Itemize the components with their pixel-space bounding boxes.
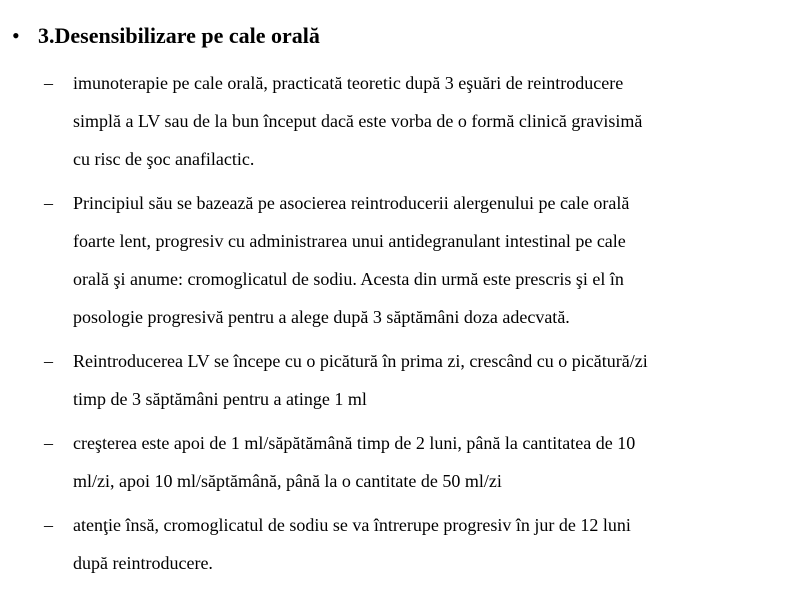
- section-title: 3.Desensibilizare pe cale orală: [38, 23, 320, 48]
- list-item-line: Principiul său se bazează pe asocierea reintroducerii alergenului pe cale orală: [73, 193, 630, 213]
- list-item-line: orală şi anume: cromoglicatul de sodiu. Acesta din urmă este prescris şi el în: [73, 269, 624, 289]
- list-item: [0, 64, 773, 178]
- list-item-line: posologie progresivă pentru a alege după 3 săptămâni doza adecvată.: [73, 307, 570, 327]
- list-item-line: creşterea este apoi de 1 ml/săpătămână timp de 2 luni, până la cantitatea de 10: [73, 433, 636, 453]
- dash-icon: –: [44, 73, 53, 93]
- dash-icon: –: [44, 515, 53, 535]
- bullet-list: [0, 64, 800, 588]
- list-item-line: timp de 3 săptămâni pentru a atinge 1 ml: [73, 389, 367, 409]
- list-item-line: Reintroducerea LV se începe cu o picătură în prima zi, crescând cu o picătură/zi: [73, 351, 648, 371]
- list-item-line: foarte lent, progresiv cu administrarea unui antidegranulant intestinal pe cale: [73, 231, 626, 251]
- dash-icon: –: [44, 433, 53, 453]
- bullet-icon: •: [12, 23, 20, 48]
- list-item-line: după reintroducere.: [73, 553, 213, 573]
- list-item-line: cu risc de şoc anafilactic.: [73, 149, 255, 169]
- dash-icon: –: [44, 193, 53, 213]
- list-item: [0, 184, 773, 336]
- dash-icon: –: [44, 351, 53, 371]
- list-item-line: simplă a LV sau de la bun început dacă este vorba de o formă clinică gravisimă: [73, 111, 643, 131]
- list-item-line: ml/zi, apoi 10 ml/săptămână, până la o cantitate de 50 ml/zi: [73, 471, 502, 491]
- section-heading: [12, 20, 780, 52]
- list-item: [0, 342, 773, 418]
- list-item: [0, 424, 773, 500]
- list-item-line: atenţie însă, cromoglicatul de sodiu se va întrerupe progresiv în jur de 12 luni: [73, 515, 631, 535]
- list-item: [0, 506, 773, 582]
- list-item-line: imunoterapie pe cale orală, practicată teoretic după 3 eşuări de reintroducere: [73, 73, 624, 93]
